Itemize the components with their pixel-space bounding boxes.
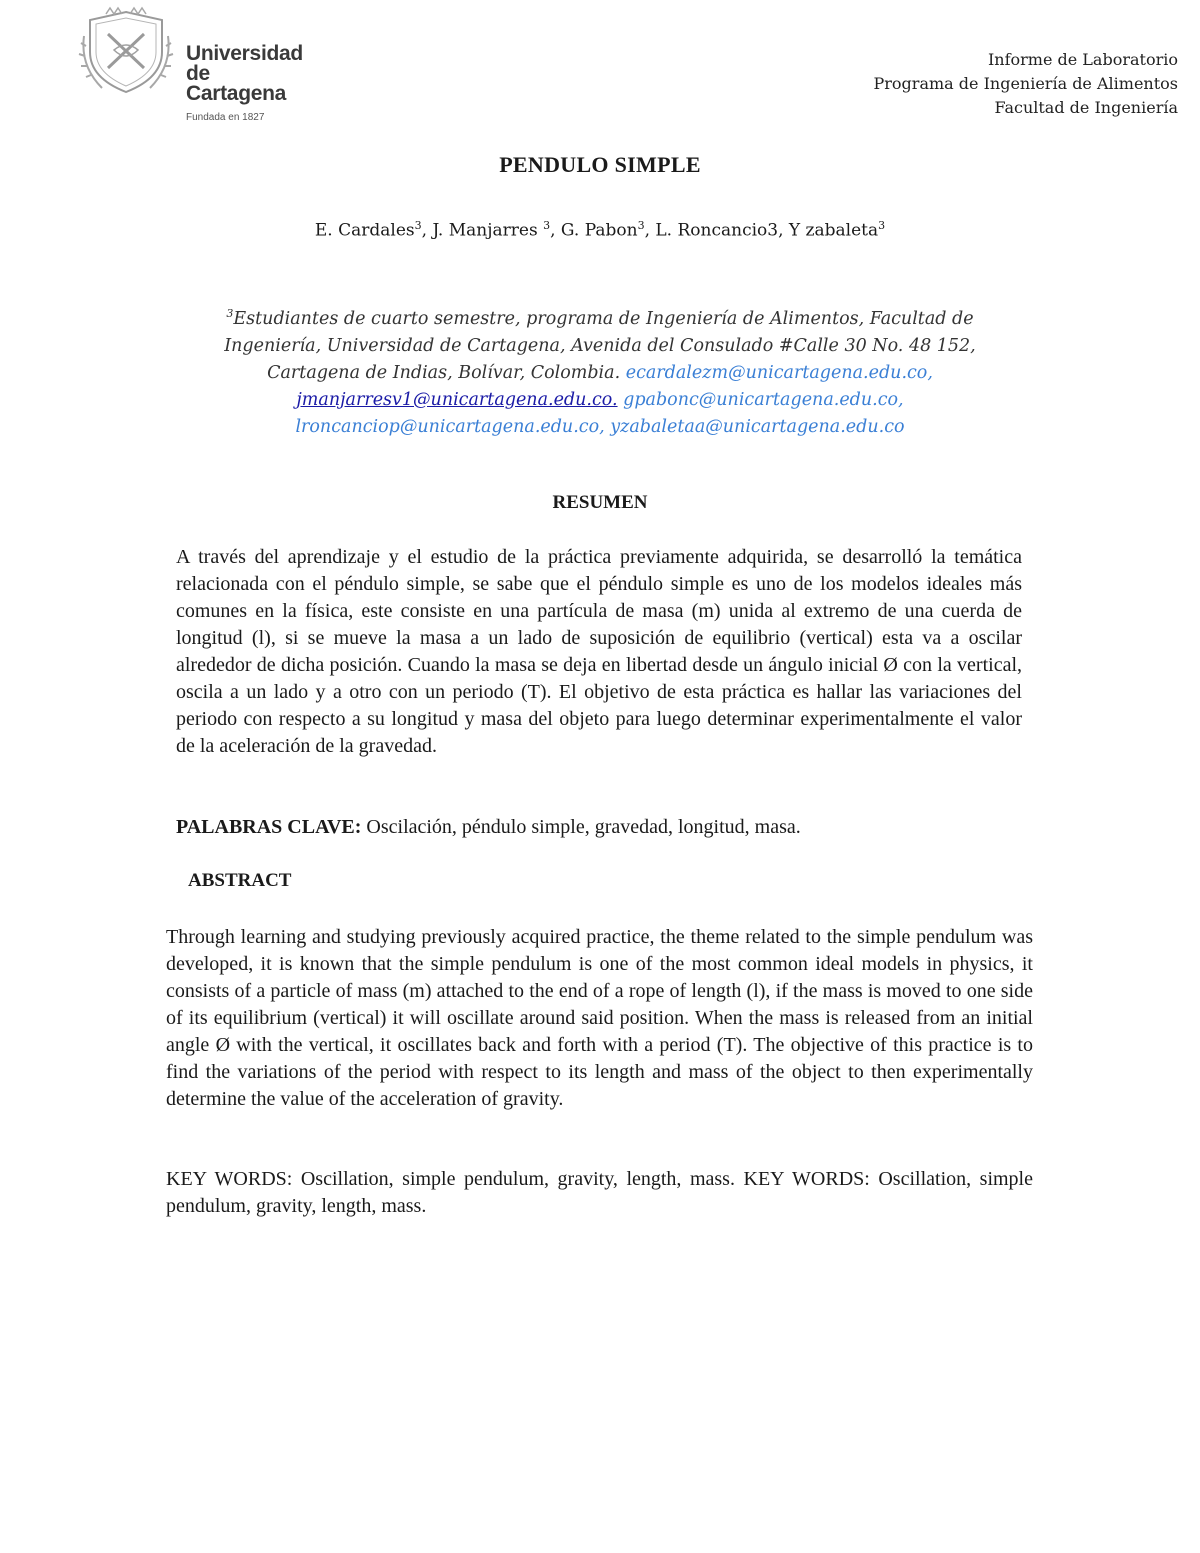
author-affiliation-mark: 3 — [637, 219, 645, 232]
affiliation-mark: 3 — [226, 307, 234, 320]
resumen-heading: RESUMEN — [552, 492, 648, 513]
author-list — [0, 219, 1200, 241]
key-words: KEY WORDS: Oscillation, simple pendulum, gravity, length, mass. KEY WORDS: Oscillation, simple pendulum, gravity, length, mass. — [166, 1168, 1033, 1217]
author-name: E. Cardales — [314, 220, 415, 241]
palabras-clave — [176, 814, 1022, 841]
university-name-line1: Universidad — [186, 42, 303, 65]
email-link[interactable]: yzabaletaa@unicartagena.edu.co — [610, 416, 905, 437]
university-logo — [76, 6, 303, 123]
email-link[interactable]: jmanjarresv1@unicartagena.edu.co. — [296, 389, 618, 410]
author-name: J. Manjarres — [432, 220, 544, 241]
author-separator: , — [550, 220, 561, 241]
author-affiliation-mark: 3 — [878, 219, 886, 232]
palabras-clave-list: Oscilación, péndulo simple, gravedad, longitud, masa. — [361, 816, 801, 838]
author-separator: , — [421, 220, 433, 241]
author-name: G. Pabon — [560, 220, 638, 241]
author-affiliation-mark: 3 — [543, 219, 551, 232]
header-report-type: Informe de Laboratorio — [987, 50, 1178, 69]
university-founded: Fundada en 1827 — [186, 112, 265, 123]
abstract-heading: ABSTRACT — [188, 870, 292, 891]
university-name-line2: de Cartagena — [186, 62, 287, 105]
header-faculty: Facultad de Ingeniería — [994, 98, 1178, 117]
palabras-clave-label: PALABRAS CLAVE: — [176, 816, 362, 838]
email-link[interactable]: gpabonc@unicartagena.edu.co, — [623, 389, 904, 410]
author-affiliation-mark: 3 — [414, 219, 422, 232]
affiliation-text: Estudiantes de cuarto semestre, programa de Ingeniería de Alimentos, Facultad de Ingeniería, Universidad de Cartagena, Avenida del Consulado #Calle 30 No. 48 152, Cartagena de Indias, Bolívar, Colombia. — [224, 308, 976, 383]
abstract-body: Through learning and studying previously acquired practice, the theme related to the simple pendulum was developed, it is known that the simple pendulum is one of the most common ideal models in physics, it consists of a particle of mass (m) attached to the end of a rope of length (l), if the mass is moved to one side of its equilibrium (vertical) it will oscillate around said position. When the mass is released from an initial angle Ø with the vertical, it oscillates back and forth with a period (T). The objective of this practice is to find the variations of the period with respect to its length and mass of the object to then experimentally determine the value of the acceleration of gravity. — [166, 926, 1033, 1110]
university-seal-icon — [76, 6, 176, 98]
report-header — [874, 48, 1179, 120]
author-name: Y zabaleta — [788, 220, 879, 241]
resumen-body: A través del aprendizaje y el estudio de la práctica previamente adquirida, se desarrolló la temática relacionada con el péndulo simple, se sabe que el péndulo simple es uno de los modelos ideales más comunes en la física, este consiste en una partícula de masa (m) unida al extremo de una cuerda de longitud (l), si se mueve la masa a un lado de suposición de equilibrio (vertical) esta va a oscilar alrededor de dicha posición. Cuando la masa se deja en libertad desde un ángulo inicial Ø con la vertical, oscila a un lado y a otro con un periodo (T). El objetivo de esta práctica es hallar las variaciones del periodo con respecto a su longitud y masa del objeto para luego determinar experimentalmente el valor de la aceleración de la gravedad. — [176, 546, 1022, 757]
email-link[interactable]: ecardalezm@unicartagena.edu.co, — [625, 362, 933, 383]
header-program: Programa de Ingeniería de Alimentos — [873, 74, 1178, 93]
paper-title: PENDULO SIMPLE — [499, 152, 701, 177]
author-name: L. Roncancio3 — [655, 220, 779, 241]
author-separator: , — [778, 220, 789, 241]
author-separator: , — [644, 220, 656, 241]
email-link[interactable]: lroncanciop@unicartagena.edu.co, — [295, 416, 605, 437]
affiliation-block — [180, 300, 1020, 441]
